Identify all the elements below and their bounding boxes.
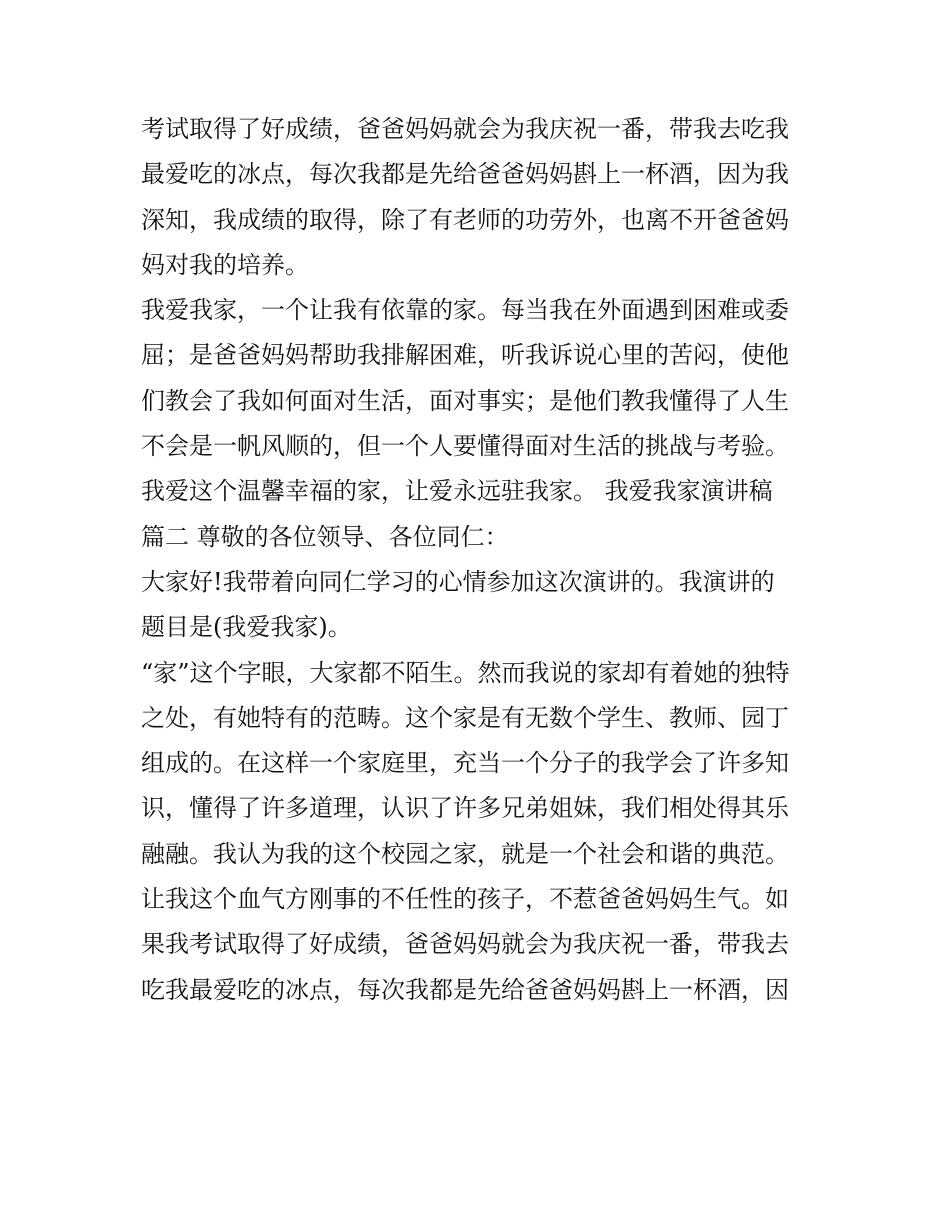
body-text: [141, 107, 821, 1013]
text-line: 妈对我的培养。: [141, 250, 309, 279]
text-line: 题目是(我爱我家)。: [141, 613, 352, 642]
text-line: 果我考试取得了好成绩，爸爸妈妈就会为我庆祝一番，带我去: [141, 930, 789, 959]
text-line: 识，懂得了许多道理，认识了许多兄弟姐妹，我们相处得其乐: [141, 794, 789, 823]
text-line: 深知，我成绩的取得，除了有老师的功劳外，也离不开爸爸妈: [141, 205, 789, 234]
text-line: 我爱这个温馨幸福的家，让爱永远驻我家。 我爱我家演讲稿: [141, 477, 773, 506]
text-line: 吃我最爱吃的冰点，每次我都是先给爸爸妈妈斟上一杯酒，因: [141, 975, 789, 1004]
text-line: 我爱我家，一个让我有依靠的家。每当我在外面遇到困难或委: [141, 296, 789, 325]
text-line: 之处，有她特有的范畴。这个家是有无数个学生、教师、园丁: [141, 703, 789, 732]
text-line: “家”这个字眼，大家都不陌生。然而我说的家却有着她的独特: [141, 658, 790, 687]
text-line: 最爱吃的冰点，每次我都是先给爸爸妈妈斟上一杯酒，因为我: [141, 160, 789, 189]
text-line: 不会是一帆风顺的，但一个人要懂得面对生活的挑战与考验。: [141, 432, 789, 461]
text-line: 融融。我认为我的这个校园之家，就是一个社会和谐的典范。: [141, 839, 789, 868]
text-line: 大家好!我带着向同仁学习的心情参加这次演讲的。我演讲的: [141, 567, 775, 596]
text-line: 让我这个血气方刚事的不任性的孩子，不惹爸爸妈妈生气。如: [141, 885, 789, 914]
text-line: 组成的。在这样一个家庭里，充当一个分子的我学会了许多知: [141, 749, 789, 778]
text-line: 考试取得了好成绩，爸爸妈妈就会为我庆祝一番，带我去吃我: [141, 115, 789, 143]
text-line: 屈；是爸爸妈妈帮助我排解困难，听我诉说心里的苦闷，使他: [141, 341, 789, 370]
text-line: 们教会了我如何面对生活，面对事实；是他们教我懂得了人生: [141, 386, 789, 415]
text-line: 篇二 尊敬的各位领导、各位同仁：: [141, 522, 509, 551]
